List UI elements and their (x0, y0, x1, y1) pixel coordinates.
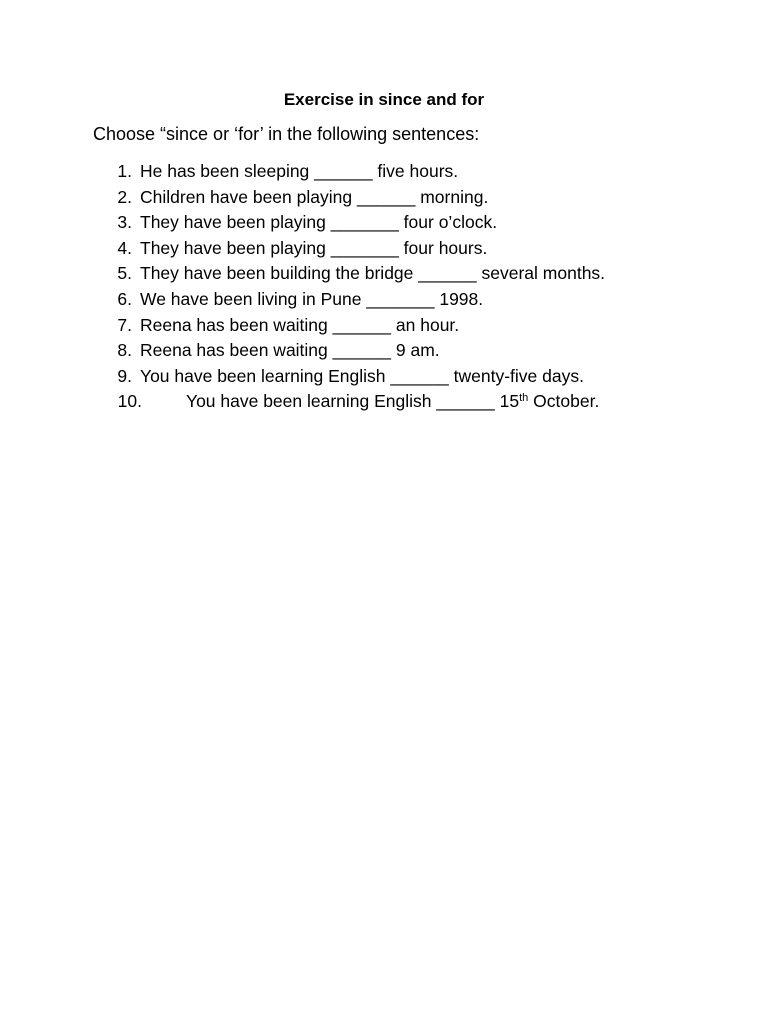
item-sentence: Reena has been waiting ______ an hour. (140, 314, 460, 335)
item-number: 1. (117, 161, 132, 181)
item-sentence: We have been living in Pune _______ 1998. (140, 288, 484, 309)
item-sentence (186, 391, 599, 411)
item-sentence: They have been building the bridge ______ several months. (140, 263, 606, 284)
item-number: 5. (117, 263, 132, 284)
item-sentence: Children have been playing ______ morning. (140, 186, 489, 207)
item-number: 7. (117, 314, 132, 335)
item-number: 8. (117, 340, 132, 361)
item-number: 9. (117, 365, 132, 386)
item-sentence: You have been learning English ______ twenty-five days. (140, 365, 584, 386)
item-number: 3. (117, 212, 132, 233)
instruction-text: Choose “since or ‘for’ in the following sentences: (93, 124, 480, 144)
item-sentence: Reena has been waiting ______ 9 am. (140, 340, 440, 361)
item-sentence: They have been playing _______ four hours. (140, 237, 488, 258)
item-number: 10. (117, 391, 142, 412)
item-number: 4. (117, 237, 132, 258)
item-sentence: He has been sleeping ______ five hours. (140, 161, 459, 181)
item-sentence-part: You have been learning English ______ 15 (186, 391, 520, 412)
item-number: 2. (117, 186, 132, 207)
ordinal-suffix: th (519, 392, 529, 405)
item-number: 6. (117, 288, 132, 309)
item-sentence-part: October. (528, 391, 600, 412)
exercise-title: Exercise in since and for (283, 90, 485, 109)
item-sentence: They have been playing _______ four o’clock. (140, 212, 498, 233)
